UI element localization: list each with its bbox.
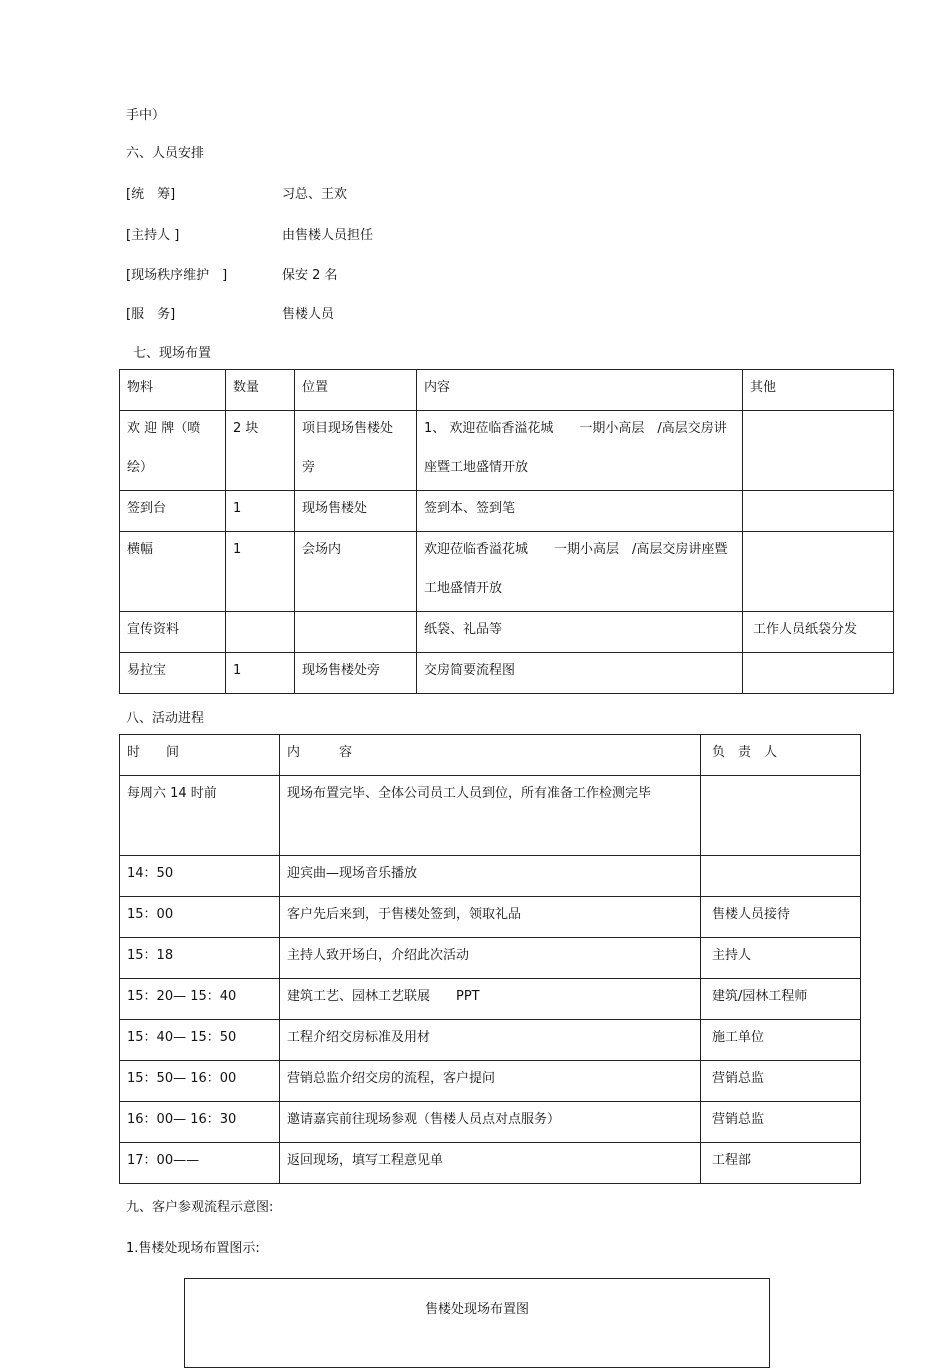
table-cell: 2 块 bbox=[226, 411, 295, 491]
layout-materials-table bbox=[119, 369, 894, 694]
table-header-row bbox=[120, 735, 861, 776]
table-cell: 建筑工艺、园林工艺联展 PPT bbox=[280, 979, 701, 1020]
diagram-title: 售楼处现场布置图 bbox=[424, 1302, 529, 1317]
table-row bbox=[120, 532, 894, 612]
staff-value: 保安 2 名 bbox=[282, 268, 338, 283]
table-header-cell: 物料 bbox=[120, 370, 226, 411]
table-cell: 每周六 14 时前 bbox=[120, 776, 280, 856]
table-cell: 建筑/园林工程师 bbox=[701, 979, 861, 1020]
section-7-heading: 七、现场布置 bbox=[133, 346, 212, 361]
staff-role: [统 筹] bbox=[126, 187, 176, 202]
table-cell: 营销总监 bbox=[701, 1061, 861, 1102]
table-cell: 15：00 bbox=[120, 897, 280, 938]
table-cell bbox=[701, 856, 861, 897]
staff-role: [服 务] bbox=[126, 307, 176, 322]
table-cell: 迎宾曲—现场音乐播放 bbox=[280, 856, 701, 897]
table-cell: 横幅 bbox=[120, 532, 226, 612]
table-cell bbox=[743, 532, 894, 612]
table-row bbox=[120, 856, 861, 897]
table-cell: 主持人致开场白，介绍此次活动 bbox=[280, 938, 701, 979]
table-row bbox=[120, 938, 861, 979]
table-row bbox=[120, 979, 861, 1020]
table-cell: 1 bbox=[226, 532, 295, 612]
staff-value: 售楼人员 bbox=[282, 307, 335, 322]
table-cell: 签到台 bbox=[120, 491, 226, 532]
table-cell: 邀请嘉宾前往现场参观（售楼人员点对点服务） bbox=[280, 1102, 701, 1143]
table-cell: 欢 迎 牌（喷绘） bbox=[120, 411, 226, 491]
staff-role: [现场秩序维护 ] bbox=[126, 268, 228, 283]
table-cell bbox=[295, 612, 417, 653]
schedule-table bbox=[119, 734, 861, 1184]
table-cell: 返回现场，填写工程意见单 bbox=[280, 1143, 701, 1184]
section-9-subheading: 1.售楼处现场布置图示: bbox=[126, 1241, 260, 1256]
table-row bbox=[120, 612, 894, 653]
table-cell: 1 bbox=[226, 491, 295, 532]
table-cell: 工程介绍交房标准及用材 bbox=[280, 1020, 701, 1061]
staff-role: [主持人 ] bbox=[126, 228, 180, 243]
table-row bbox=[120, 776, 861, 856]
table-cell: 1 bbox=[226, 653, 295, 694]
table-cell: 1、 欢迎莅临香溢花城 一期小高层 /高层交房讲座暨工地盛情开放 bbox=[417, 411, 743, 491]
table-cell: 15：50— 16：00 bbox=[120, 1061, 280, 1102]
table-row bbox=[120, 1102, 861, 1143]
table-cell: 项目现场售楼处旁 bbox=[295, 411, 417, 491]
table-header-cell: 内 容 bbox=[280, 735, 701, 776]
table-cell bbox=[701, 776, 861, 856]
table-cell: 15：20— 15：40 bbox=[120, 979, 280, 1020]
table-cell: 纸袋、礼品等 bbox=[417, 612, 743, 653]
table-cell: 签到本、签到笔 bbox=[417, 491, 743, 532]
table-header-cell: 数量 bbox=[226, 370, 295, 411]
table-cell: 15：18 bbox=[120, 938, 280, 979]
section-6-heading: 六、人员安排 bbox=[126, 146, 205, 161]
table-cell: 15：40— 15：50 bbox=[120, 1020, 280, 1061]
table-header-cell: 时 间 bbox=[120, 735, 280, 776]
table-row bbox=[120, 653, 894, 694]
table-cell: 营销总监 bbox=[701, 1102, 861, 1143]
table-cell: 交房简要流程图 bbox=[417, 653, 743, 694]
table-cell: 现场布置完毕、全体公司员工人员到位，所有准备工作检测完毕 bbox=[280, 776, 701, 856]
table-row bbox=[120, 897, 861, 938]
table-header-cell: 位置 bbox=[295, 370, 417, 411]
table-cell: 售楼人员接待 bbox=[701, 897, 861, 938]
table-cell: 16：00— 16：30 bbox=[120, 1102, 280, 1143]
section-9-heading: 九、客户参观流程示意图: bbox=[126, 1200, 274, 1215]
table-cell: 施工单位 bbox=[701, 1020, 861, 1061]
table-cell bbox=[743, 653, 894, 694]
table-cell: 现场售楼处旁 bbox=[295, 653, 417, 694]
table-row bbox=[120, 411, 894, 491]
staff-value: 习总、王欢 bbox=[282, 187, 348, 202]
table-header-cell: 内容 bbox=[417, 370, 743, 411]
table-cell bbox=[743, 491, 894, 532]
table-cell: 14：50 bbox=[120, 856, 280, 897]
staff-value: 由售楼人员担任 bbox=[282, 228, 374, 243]
table-row bbox=[120, 491, 894, 532]
table-cell: 工作人员纸袋分发 bbox=[743, 612, 894, 653]
table-cell: 营销总监介绍交房的流程，客户提问 bbox=[280, 1061, 701, 1102]
table-cell: 会场内 bbox=[295, 532, 417, 612]
table-cell: 欢迎莅临香溢花城 一期小高层 /高层交房讲座暨工地盛情开放 bbox=[417, 532, 743, 612]
table-cell: 现场售楼处 bbox=[295, 491, 417, 532]
intro-tail: 手中） bbox=[126, 108, 166, 123]
table-row bbox=[120, 1143, 861, 1184]
table-header-cell: 其他 bbox=[743, 370, 894, 411]
table-header-row bbox=[120, 370, 894, 411]
table-cell: 客户先后来到，于售楼处签到，领取礼品 bbox=[280, 897, 701, 938]
table-cell: 易拉宝 bbox=[120, 653, 226, 694]
table-header-cell: 负 责 人 bbox=[701, 735, 861, 776]
table-cell: 宣传资料 bbox=[120, 612, 226, 653]
table-row bbox=[120, 1061, 861, 1102]
table-row bbox=[120, 1020, 861, 1061]
section-8-heading: 八、活动进程 bbox=[126, 711, 205, 726]
table-cell bbox=[226, 612, 295, 653]
table-cell: 17：00—— bbox=[120, 1143, 280, 1184]
table-cell: 主持人 bbox=[701, 938, 861, 979]
table-cell: 工程部 bbox=[701, 1143, 861, 1184]
sales-office-layout-diagram bbox=[184, 1278, 770, 1368]
table-cell bbox=[743, 411, 894, 491]
